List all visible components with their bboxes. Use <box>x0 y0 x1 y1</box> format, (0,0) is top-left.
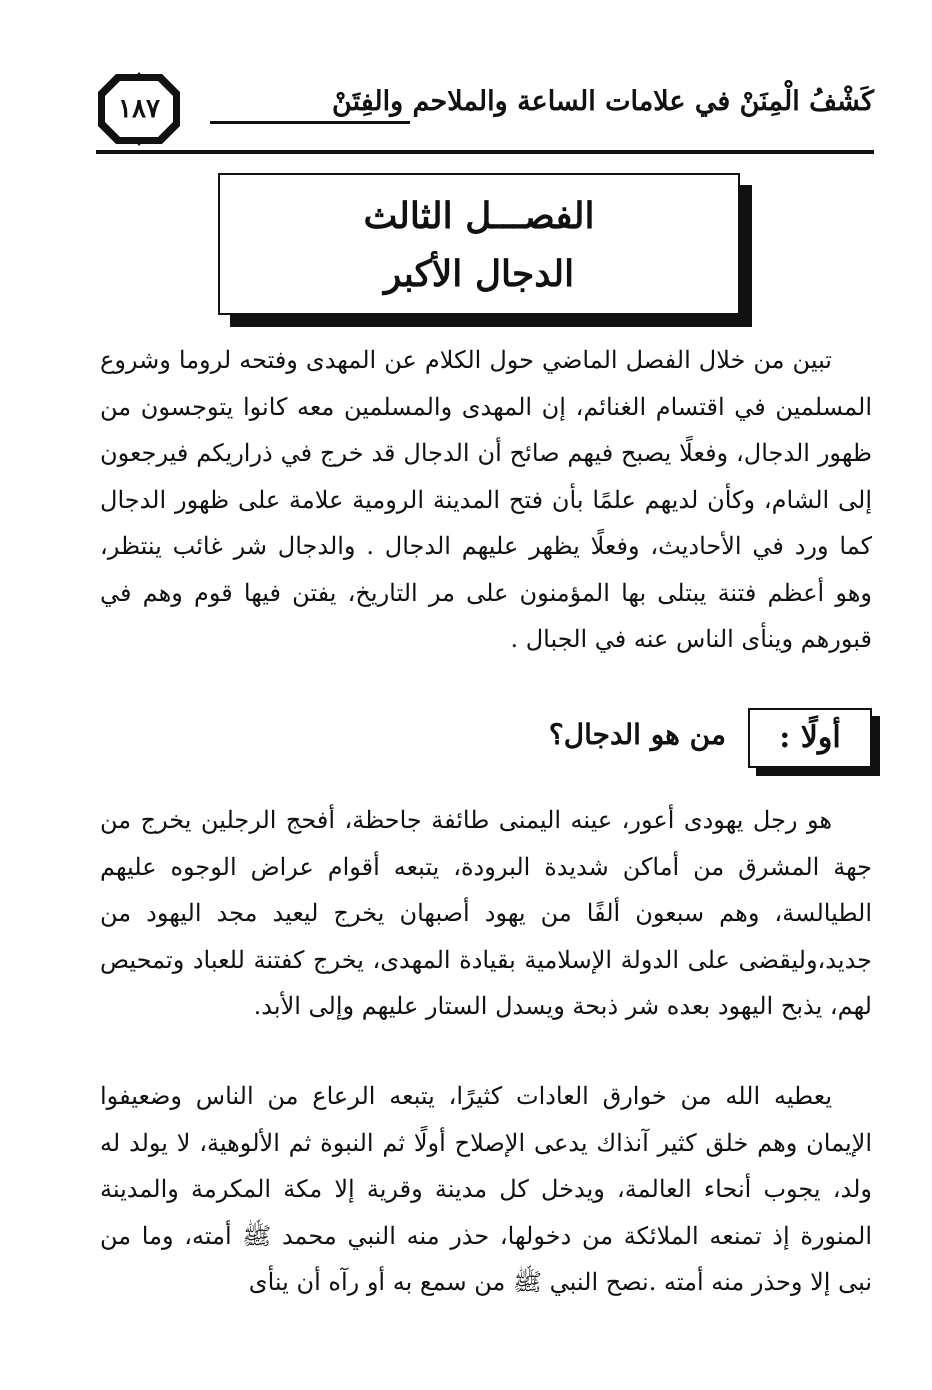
chapter-number: الفصـــل الثالث <box>363 195 595 237</box>
chapter-title: الدجال الأكبر <box>383 253 575 295</box>
header-rule <box>96 150 874 154</box>
intro-paragraph: تبين من خلال الفصل الماضي حول الكلام عن المهدى وفتحه لروما وشروع المسلمين في اقتسام الغنائم، إن المهدى والمسلمين معه كانوا يتوجسون من ظهور الدجال، وفعلًا يصبح فيهم صائح أن الدجال قد خرج في ذراريكم فيرجعون إلى الشام، وكأن لديهم علمًا بأن فتح المدينة الرومية علامة على ظهور الدجال كما ورد في الأحاديث، وفعلًا يظهر عليهم الدجال . والدجال شر غائب ينتظر، وهو أعظم فتنة يبتلى بها المؤمنون على مر التاريخ، يفتن فيها قوم وهم في قبورهم وينأى الناس عنه في الجبال . <box>100 346 872 653</box>
section-heading <box>452 708 872 778</box>
page-number: ١٨٧ <box>118 94 160 124</box>
section-label-box: أولًا : <box>748 708 872 768</box>
body-paragraph: يعطيه الله من خوارق العادات كثيرًا، يتبعه الرعاع من الناس وضعيفوا الإيمان وهم خلق كثير آنذاك يدعى الإصلاح أولًا ثم النبوة ثم الألوهية، لا يولد له ولد، يجوب أنحاء العالمة، ويدخل كل مدينة وقرية إلا مكة المكرمة والمدينة المنورة إذ تمنعه الملائكة من دخولها، حذر منه النبي محمد ﷺ أمته، وما من نبى إلا وحذر منه أمته .نصح النبي ﷺ من سمع به أو رآه أن ينأى <box>100 1082 872 1296</box>
chapter-title-box <box>218 173 740 315</box>
page-number-badge <box>96 72 182 146</box>
intro-paragraph-block <box>100 337 872 663</box>
header-dash <box>210 121 410 124</box>
body-paragraph-block-1 <box>100 797 872 1030</box>
section-title: من هو الدجال؟ <box>548 718 726 751</box>
page-header <box>96 66 874 156</box>
body-paragraph: هو رجل يهودى أعور، عينه اليمنى طائفة جاحظة، أفحج الرجلين يخرج من جهة المشرق من أماكن شديدة البرودة، يتبعه أقوام عراض الوجوه عليهم الطيالسة، وهم سبعون ألفًا من يهود أصبهان يخرج ليعيد مجد اليهود من جديد،وليقضى على الدولة الإسلامية بقيادة المهدى، يخرج كفتنة للعباد وتمحيص لهم، يذبح اليهود بعده شر ذبحة ويسدل الستار عليهم وإلى الأبد. <box>100 806 872 1020</box>
running-title: كَشْفُ الْمِنَنْ في علامات الساعة والملاحم والفِتَنْ <box>332 86 874 117</box>
body-paragraph-block-2 <box>100 1073 872 1306</box>
